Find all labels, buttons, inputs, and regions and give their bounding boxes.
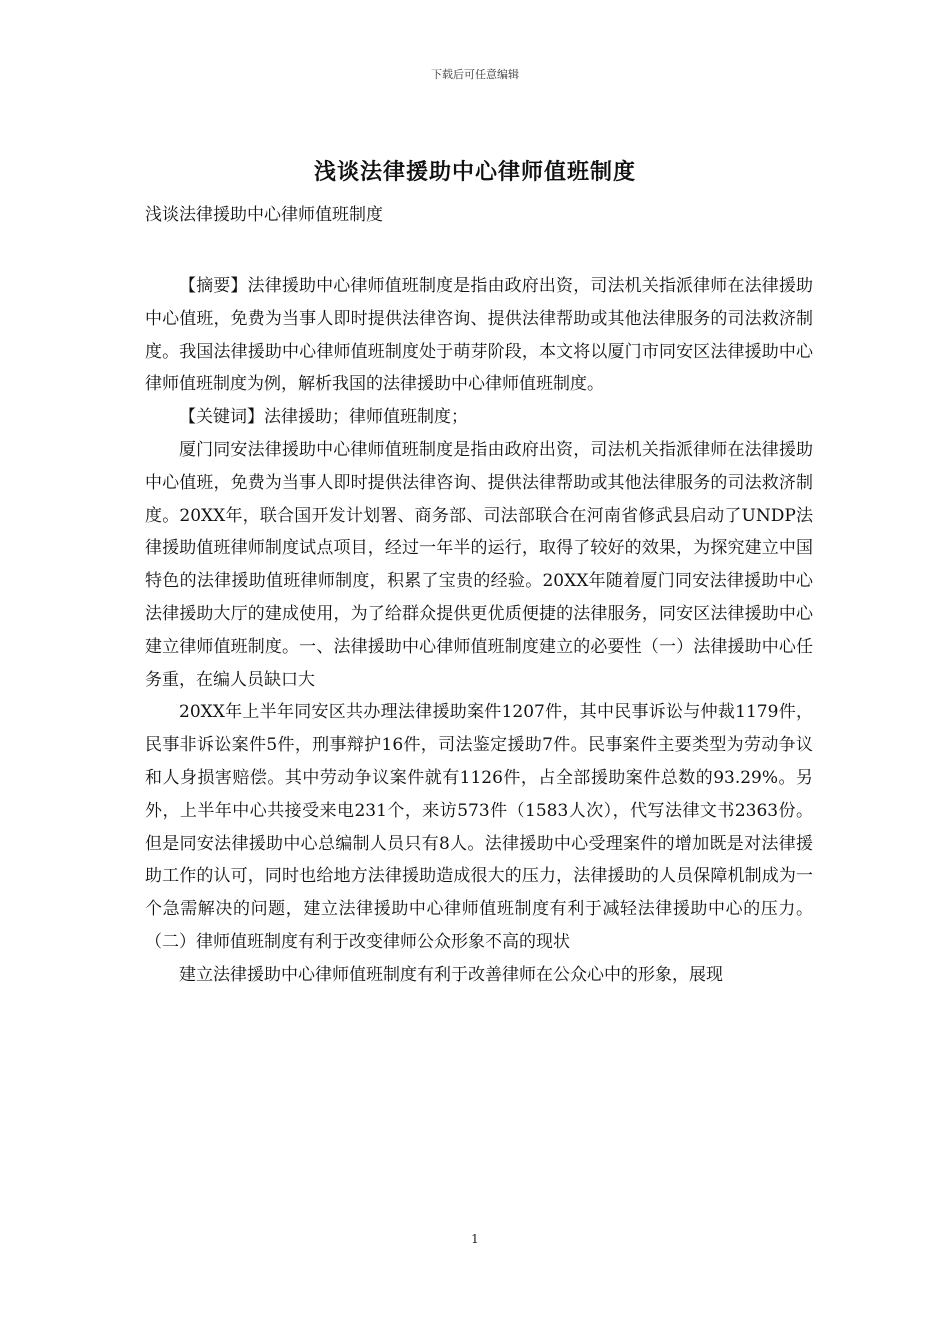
abstract-paragraph: 【摘要】法律援助中心律师值班制度是指由政府出资，司法机关指派律师在法律援助中心值班，免费为当事人即时提供法律咨询、提供法律帮助或其他法律服务的司法救济制度。我国法律援助中心律师值班制度处于萌芽阶段，本文将以厦门市同安区法律援助中心律师值班制度为例，解析我国的法律援助中心律师值班制度。 bbox=[145, 276, 813, 395]
document-body bbox=[145, 270, 813, 992]
page-number: 1 bbox=[471, 1232, 479, 1246]
document-title: 浅谈法律援助中心律师值班制度 bbox=[313, 159, 636, 185]
document-subtitle: 浅谈法律援助中心律师值班制度 bbox=[145, 205, 383, 225]
body-paragraph: 20XX年上半年同安区共办理法律援助案件1207件，其中民事诉讼与仲裁1179件，民事非诉讼案件5件，刑事辩护16件，司法鉴定援助7件。民事案件主要类型为劳动争议和人身损害赔偿。其中劳动争议案件就有1126件，占全部援助案件总数的93.29%。另外，上半年中心共接受来电231个，来访573件（1583人次），代写法律文书2363份。但是同安法律援助中心总编制人员只有8人。法律援助中心受理案件的增加既是对法律援助工作的认可，同时也给地方法律援助造成很大的压力，法律援助的人员保障机制成为一个急需解决的问题，建立法律援助中心律师值班制度有利于减轻法律援助中心的压力。（二）律师值班制度有利于改变律师公众形象不高的现状 bbox=[145, 702, 813, 952]
header-note: 下载后可任意编辑 bbox=[431, 68, 519, 81]
body-paragraph: 厦门同安法律援助中心律师值班制度是指由政府出资，司法机关指派律师在法律援助中心值班，免费为当事人即时提供法律咨询、提供法律帮助或其他法律服务的司法救济制度。20XX年，联合国开发计划署、商务部、司法部联合在河南省修武县启动了UNDP法律援助值班律师制度试点项目，经过一年半的运行，取得了较好的效果，为探究建立中国特色的法律援助值班律师制度，积累了宝贵的经验。20XX年随着厦门同安法律援助中心法律援助大厅的建成使用，为了给群众提供更优质便捷的法律服务，同安区法律援助中心建立律师值班制度。一、法律援助中心律师值班制度建立的必要性（一）法律援助中心任务重，在编人员缺口大 bbox=[145, 439, 813, 690]
body-paragraph: 建立法律援助中心律师值班制度有利于改善律师在公众心中的形象，展现 bbox=[179, 964, 723, 985]
keywords-paragraph: 【关键词】法律援助；律师值班制度； bbox=[179, 407, 468, 428]
